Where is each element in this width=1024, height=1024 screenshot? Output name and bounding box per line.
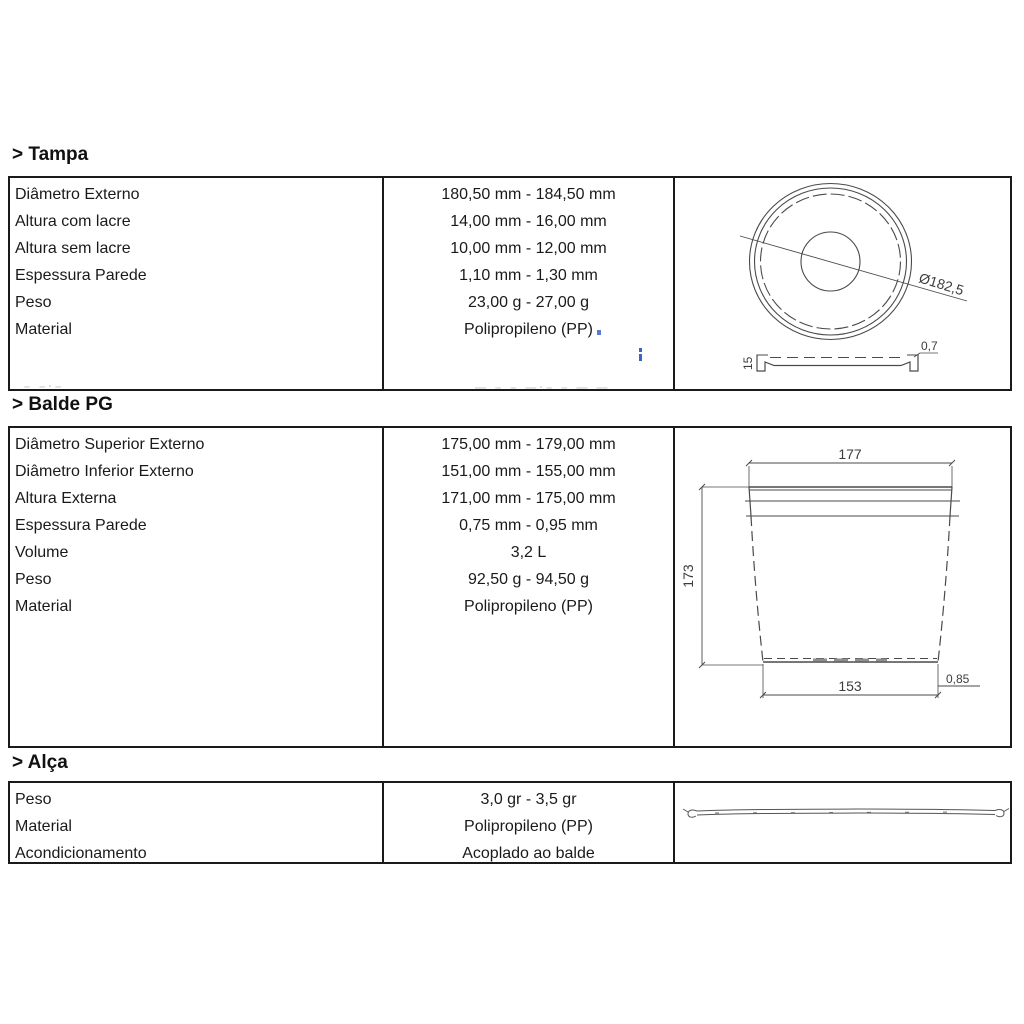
spec-label: Peso	[15, 294, 52, 311]
alca-spec-table	[8, 781, 1012, 864]
spec-value: 3,2 L	[510, 544, 547, 561]
spec-label: Peso	[15, 791, 52, 808]
spec-label: Acondicionamento	[15, 845, 147, 862]
scan-artifact-mark	[597, 330, 601, 335]
bucket-bottom-width-dim-label: 153	[838, 678, 862, 694]
spec-label: Material	[15, 818, 72, 835]
tampa-spec-table	[8, 176, 1012, 391]
section-title-balde: > Balde PG	[12, 394, 113, 415]
spec-value: 151,00 mm - 155,00 mm	[441, 463, 616, 480]
spec-label: Material	[15, 321, 72, 338]
section-title-alca: > Alça	[12, 752, 68, 773]
spec-label: Volume	[15, 544, 69, 561]
spec-value: 171,00 mm - 175,00 mm	[441, 490, 616, 507]
bucket-wall-thickness-dim-label: 0,85	[946, 672, 970, 686]
tampa-drawing-cell	[675, 178, 1010, 389]
lid-diameter-dim-label: Ø182,5	[917, 269, 966, 299]
spec-value: Acoplado ao balde	[462, 845, 595, 862]
spec-value: 10,00 mm - 12,00 mm	[450, 240, 607, 257]
spec-value: Polipropileno (PP)	[464, 818, 593, 835]
spec-label: Espessura Parede	[15, 267, 147, 284]
spec-value: 92,50 g - 94,50 g	[468, 571, 589, 588]
alca-label-column	[10, 783, 384, 862]
bucket-height-dim-label: 173	[680, 564, 696, 588]
lid-edge-thickness-dim-label: 0,7	[921, 339, 938, 353]
balde-spec-table	[8, 426, 1012, 748]
spec-label: Diâmetro Superior Externo	[15, 436, 205, 453]
balde-label-column	[10, 428, 384, 746]
spec-value: 23,00 g - 27,00 g	[468, 294, 589, 311]
spec-value: 180,50 mm - 184,50 mm	[441, 186, 616, 203]
alca-value-column	[384, 783, 675, 862]
lid-profile-height-dim-label: 15	[741, 356, 755, 370]
balde-value-column	[384, 428, 675, 746]
spec-value: Polipropileno (PP)	[464, 598, 593, 615]
spec-value: 14,00 mm - 16,00 mm	[450, 213, 607, 230]
spec-label: Peso	[15, 571, 52, 588]
spec-label: Altura Externa	[15, 490, 117, 507]
spec-label: Diâmetro Externo	[15, 186, 140, 203]
spec-value: 3,0 gr - 3,5 gr	[480, 791, 577, 808]
spec-label: Material	[15, 598, 72, 615]
balde-drawing-cell	[675, 428, 1010, 746]
spec-label: Altura com lacre	[15, 213, 131, 230]
ghost-text-fragment: – –·–	[24, 381, 65, 391]
tampa-label-column	[10, 178, 384, 389]
lid-technical-drawing	[675, 178, 1010, 389]
section-title-tampa: > Tampa	[12, 144, 89, 165]
handle-technical-drawing	[675, 783, 1010, 862]
spec-value: 175,00 mm - 179,00 mm	[441, 436, 616, 453]
spec-value: Polipropileno (PP)	[464, 321, 593, 338]
scan-artifact-mark	[639, 354, 642, 361]
bucket-technical-drawing	[675, 428, 1010, 746]
bucket-top-width-dim-label: 177	[838, 446, 862, 462]
alca-drawing-cell	[675, 783, 1010, 862]
scan-artifact-mark	[639, 348, 642, 352]
spec-label: Diâmetro Inferior Externo	[15, 463, 194, 480]
tampa-value-column	[384, 178, 675, 389]
spec-label: Altura sem lacre	[15, 240, 131, 257]
ghost-text-fragment: — – – —·– – — —	[475, 382, 611, 391]
spec-value: 0,75 mm - 0,95 mm	[459, 517, 598, 534]
spec-value: 1,10 mm - 1,30 mm	[459, 267, 598, 284]
spec-label: Espessura Parede	[15, 517, 147, 534]
